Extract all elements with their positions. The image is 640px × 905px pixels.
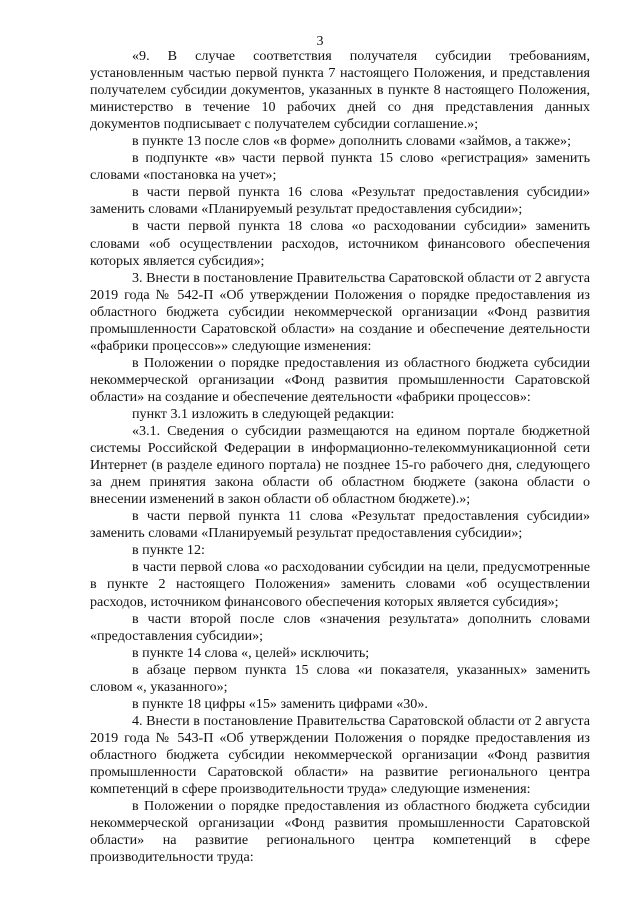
document-body [90,48,590,866]
paragraph-7: в Положении о порядке предоставления из областного бюджета субсидии некоммерческой организации «Фонд развития промышленности Саратовской области» на создание и обеспечение деятельности «фабрики процессов»: [90,354,590,405]
paragraph-8: пункт 3.1 изложить в следующей редакции: [132,405,395,422]
paragraph-13: в части второй после слов «значения результата» дополнить словами «предоставления субсидии»; [90,610,590,644]
paragraph-18: в Положении о порядке предоставления из областного бюджета субсидии некоммерческой организации «Фонд развития промышленности Саратовской области» на развитие регионального центра компетенций в сфере производительности труда: [90,798,590,866]
paragraph-10: в части первой пункта 11 слова «Результат предоставления субсидии» заменить словами «Планируемый результат предоставления субсидии»; [90,508,590,542]
paragraph-9: «3.1. Сведения о субсидии размещаются на едином портале бюджетной системы Российской Федерации в информационно-телекоммуникационной сети Интернет (в разделе единого портала) не позднее 15-го рабочего дня, следующего за днем принятия закона области об областном бюджете (закона области о внесении изменений в закон области об областном бюджете).»; [90,423,590,508]
paragraph-11: в пункте 12: [132,542,205,559]
paragraph-15: в абзаце первом пункта 15 слова «и показателя, указанных» заменить словом «, указанного»; [90,661,590,695]
page-number: 3 [316,34,324,49]
paragraph-4: в части первой пункта 16 слова «Результат предоставления субсидии» заменить словами «Планируемый результат предоставления субсидии»; [90,184,590,218]
paragraph-2: в пункте 13 после слов «в форме» дополнить словами «займов, а также»; [132,133,571,150]
paragraph-6: 3. Внести в постановление Правительства Саратовской области от 2 августа 2019 года № 542-П «Об утверждении Положения о порядке предоставления из областного бюджета субсидии некоммерческой организации «Фонд развития промышленности Саратовской области» на создание и обеспечение деятельности «фабрики процессов»» следующие изменения: [90,269,590,354]
paragraph-12: в части первой слова «о расходовании субсидии на цели, предусмотренные в пункте 2 настоящего Положения» заменить словами «об осуществлении расходов, источником финансового обеспечения которых является субсидия»; [90,559,590,610]
paragraph-16: в пункте 18 цифры «15» заменить цифрами «30». [132,695,428,712]
paragraph-5: в части первой пункта 18 слова «о расходовании субсидии» заменить словами «об осуществлении расходов, источником финансового обеспечения которых является субсидия»; [90,218,590,269]
paragraph-1: «9. В случае соответствия получателя субсидии требованиям, установленным частью первой пункта 7 настоящего Положения, и представления получателем субсидии документов, указанных в пункте 8 настоящего Положения, министерство в течение 10 рабочих дней со дня представления данных документов подписывает с получателем субсидии соглашение.»; [90,48,590,133]
paragraph-3: в подпункте «в» части первой пункта 15 слово «регистрация» заменить словами «постановка на учет»; [90,150,590,184]
paragraph-17: 4. Внести в постановление Правительства Саратовской области от 2 августа 2019 года № 543-П «Об утверждении Положения о порядке предоставления из областного бюджета субсидии некоммерческой организации «Фонд развития промышленности Саратовской области» на развитие регионального центра компетенций в сфере производительности труда» следующие изменения: [90,712,590,798]
paragraph-14: в пункте 14 слова «, целей» исключить; [132,644,370,661]
